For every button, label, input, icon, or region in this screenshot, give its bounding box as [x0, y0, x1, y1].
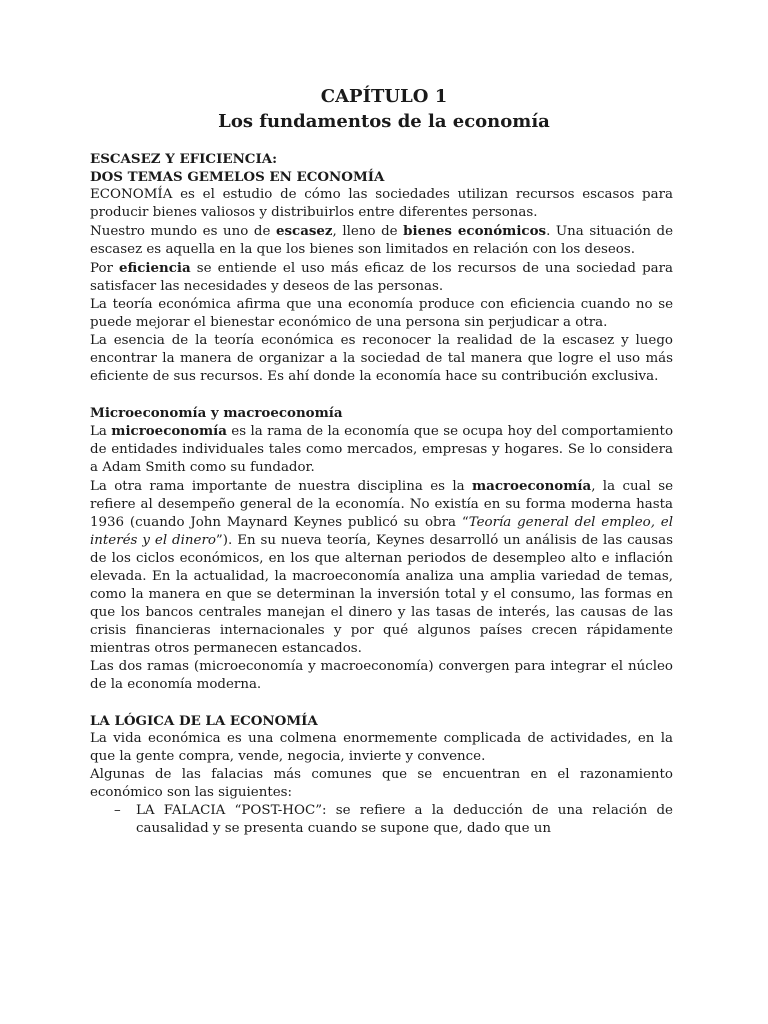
- text-run: La otra rama importante de nuestra disciplina es la: [90, 479, 472, 494]
- section-heading-micro-macro: Microeconomía y macroeconomía: [90, 405, 343, 421]
- term-bienes-economicos: bienes económicos: [403, 223, 547, 239]
- text-run: ”). En su nueva teoría, Keynes desarrolló un análisis de las causas de los ciclos económicos, en los que alternan periodos de desempleo alto e inflación elevada. En la actualidad, la macroeconomía analiza una amplia variedad de temas, como la manera en que se determinan la inversión total y el consumo, las formas en que los bancos centrales manejan el dinero y las tasas de interés, las causas de las crisis financieras internacionales y por qué algunos países crecen rápidamente mientras otros permanecen estancados.: [90, 533, 673, 656]
- term-eficiencia: eficiencia: [119, 260, 191, 276]
- paragraph-essence: La esencia de la teoría económica es reconocer la realidad de la escasez y luego encontrar la manera de organizar a la sociedad de tal manera que logre el uso más eficiente de sus recursos. Es ahí donde la economía hace su contribución exclusiva.: [90, 333, 673, 384]
- fallacies-list: [90, 802, 673, 838]
- paragraph-economic-theory: La teoría económica afirma que una economía produce con eficiencia cuando no se puede mejorar el bienestar económico de una persona sin perjudicar a otra.: [90, 297, 673, 330]
- paragraph-macroeconomics: [90, 477, 673, 658]
- text-run: Nuestro mundo es uno de: [90, 224, 276, 239]
- text-run: , lleno de: [332, 224, 404, 239]
- paragraph-economy-definition: ECONOMÍA es el estudio de cómo las sociedades utilizan recursos escasos para producir bienes valiosos y distribuirlos entre diferentes personas.: [90, 187, 673, 220]
- paragraph-efficiency: [90, 259, 673, 296]
- term-escasez: escasez: [275, 223, 333, 239]
- paragraph-fallacies-intro: Algunas de las falacias más comunes que se encuentran en el razonamiento económico son las siguientes:: [90, 767, 673, 800]
- text-run: Por: [90, 261, 119, 276]
- text-run: se entiende el uso más eficaz de los recursos de una sociedad para satisfacer las necesidades y deseos de las personas.: [90, 261, 674, 294]
- text-run: . Una situación de escasez es aquella en la que los bienes son limitados en relación con los deseos.: [90, 224, 674, 257]
- term-microeconomia: microeconomía: [111, 423, 227, 439]
- book-title: Teoría general del empleo, el interés y el dinero: [90, 515, 673, 548]
- text-run: es la rama de la economía que se ocupa hoy del comportamiento de entidades individuales tales como mercados, empresas y hogares. Se lo considera a Adam Smith como su fundador.: [90, 424, 673, 475]
- chapter-title: Los fundamentos de la economía: [218, 111, 550, 132]
- text-run: La: [90, 424, 112, 439]
- section-subheading-twin-themes: DOS TEMAS GEMELOS EN ECONOMÍA: [90, 169, 385, 185]
- document-body: [90, 150, 673, 838]
- spacer: [90, 694, 673, 712]
- paragraph-economic-life: La vida económica es una colmena enormemente complicada de actividades, en la que la gente compra, vende, negocia, invierte y convence.: [90, 731, 673, 764]
- chapter-number: CAPÍTULO 1: [320, 86, 448, 107]
- chapter-header: [0, 86, 768, 134]
- text-run: , la cual se refiere al desempeño general de la economía. No existía en su forma moderna hasta 1936 (cuando John Maynard Keynes publicó su obra “: [90, 479, 673, 530]
- section-heading-scarcity: ESCASEZ Y EFICIENCIA:: [90, 151, 278, 167]
- list-item-text: LA FALACIA “POST-HOC”: se refiere a la deducción de una relación de causalidad y se presenta cuando se supone que, dado que un: [136, 803, 673, 836]
- spacer: [90, 386, 673, 404]
- section-heading-logic: LA LÓGICA DE LA ECONOMÍA: [90, 713, 318, 729]
- paragraph-microeconomics: [90, 422, 673, 477]
- term-macroeconomia: macroeconomía: [471, 478, 592, 494]
- list-item: [114, 802, 673, 838]
- dash-marker: –: [114, 803, 121, 818]
- paragraph-scarcity: [90, 222, 673, 259]
- paragraph-branches-converge: Las dos ramas (microeconomía y macroeconomía) convergen para integrar el núcleo de la economía moderna.: [90, 659, 673, 692]
